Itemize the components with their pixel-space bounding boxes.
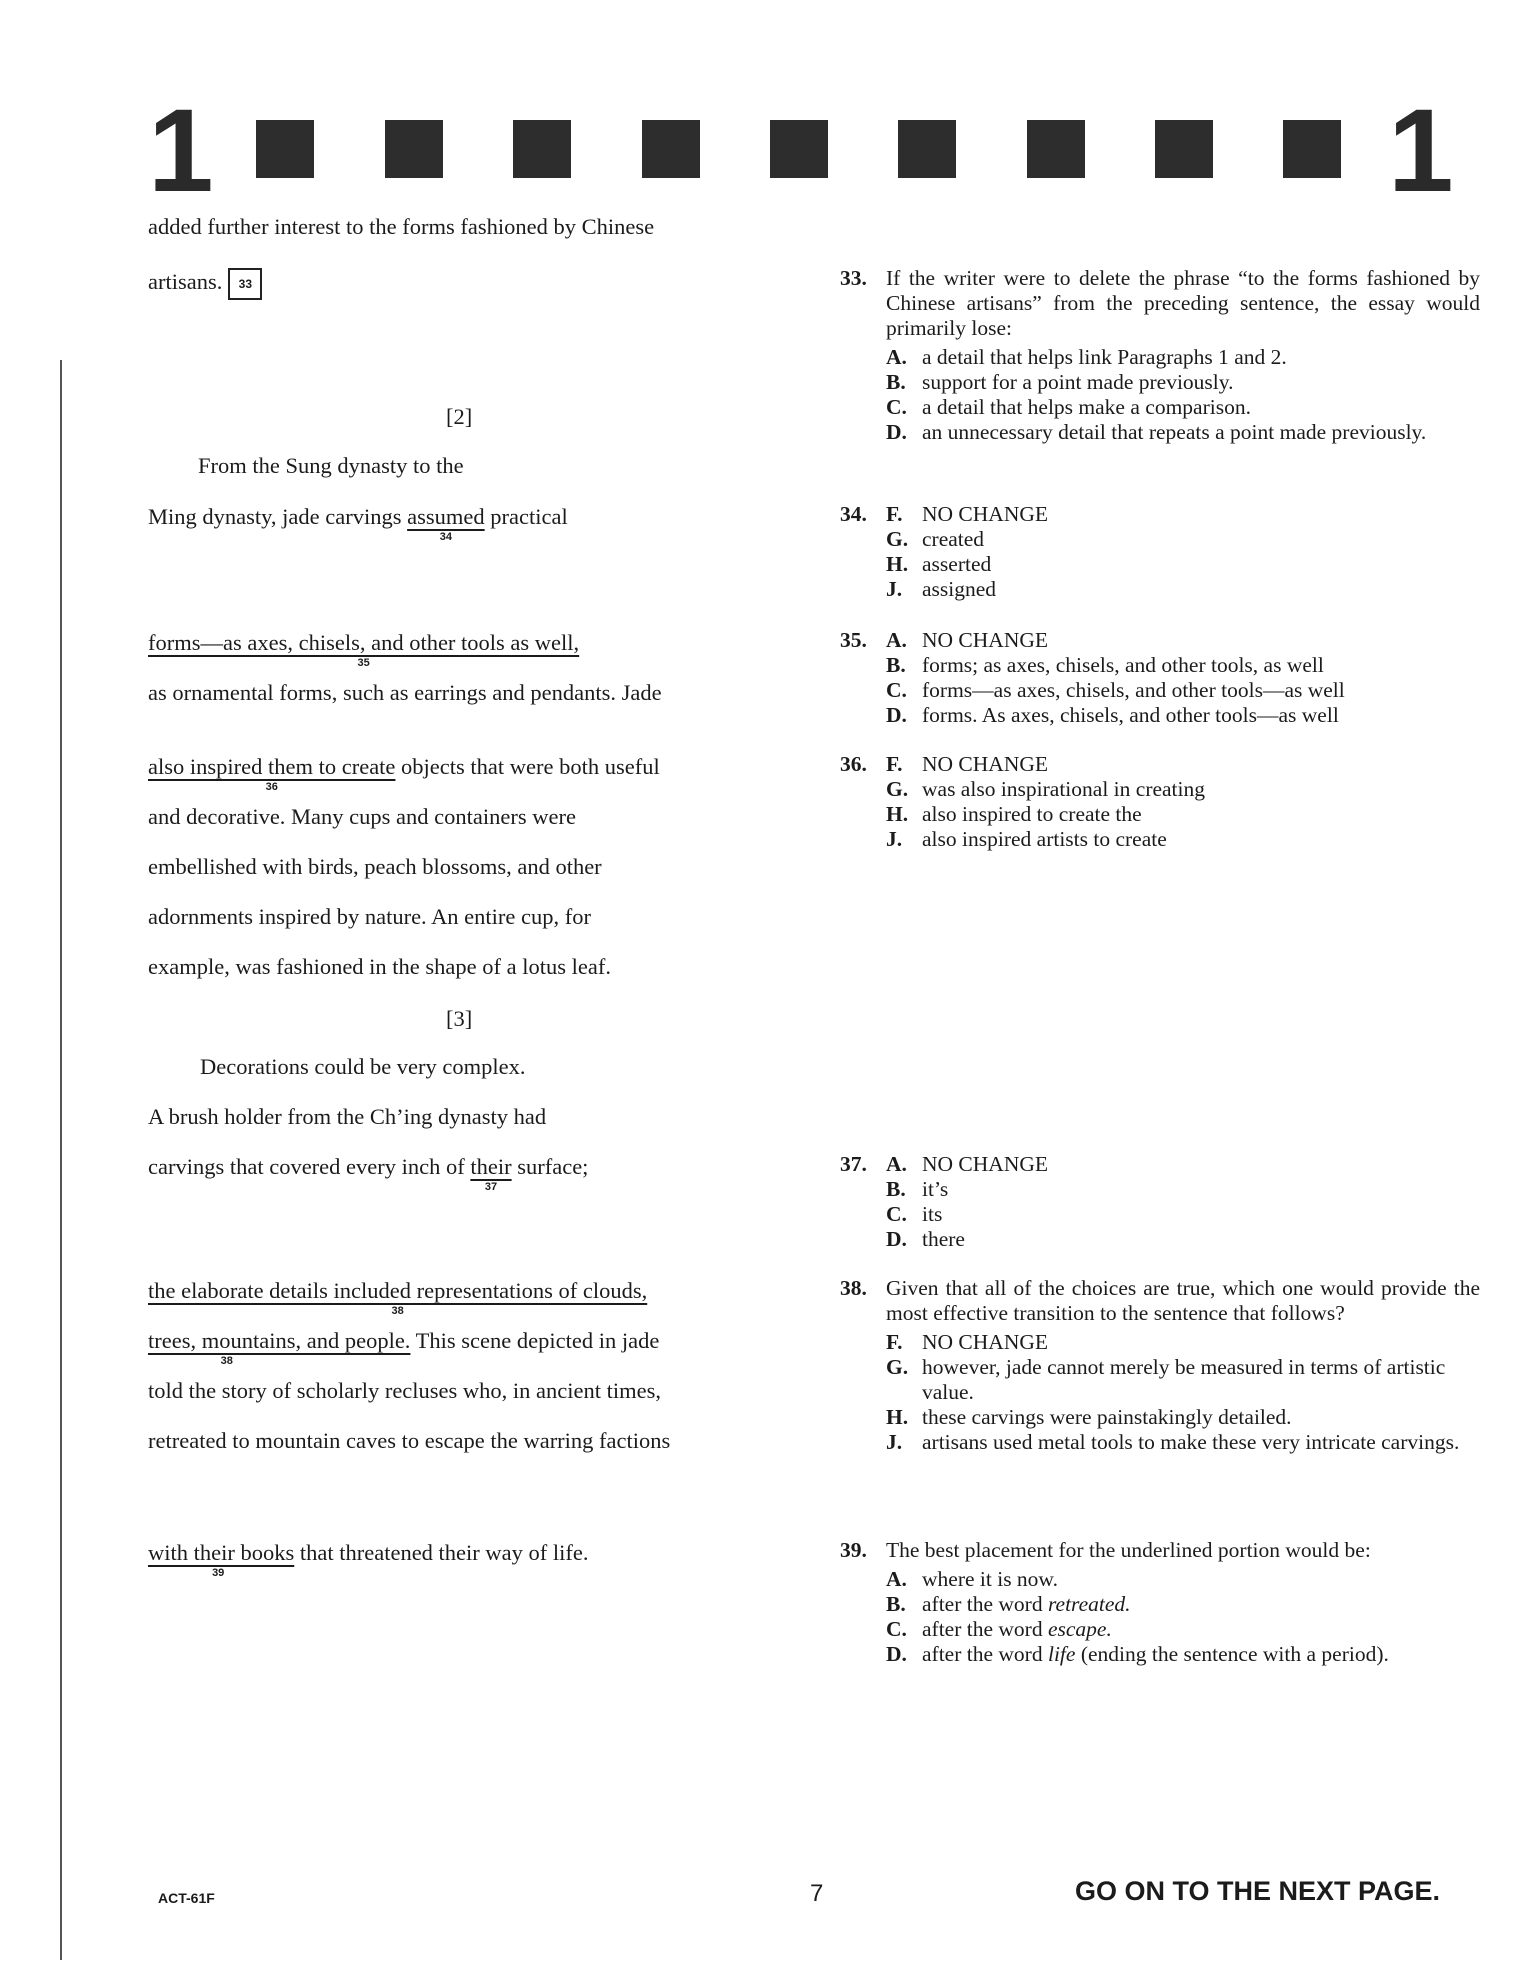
qnum-35: 35 — [357, 657, 370, 669]
margin-rule — [60, 360, 62, 1960]
qnum-36: 36 — [265, 781, 278, 793]
passage-text: Ming dynasty, jade carvings — [148, 504, 408, 529]
next-page-notice: GO ON TO THE NEXT PAGE. — [1075, 1876, 1441, 1906]
passage-line: embellished with birds, peach blossoms, and other — [148, 854, 602, 879]
header-square — [1283, 120, 1341, 178]
question-number: 36. — [840, 752, 867, 776]
header-square — [770, 120, 828, 178]
passage-line: Decorations could be very complex. — [200, 1054, 526, 1079]
header-square — [385, 120, 443, 178]
option-G[interactable]: G. created — [886, 527, 985, 551]
passage-line — [148, 630, 580, 669]
header-square — [1027, 120, 1085, 178]
passage-text: surface; — [511, 1154, 589, 1179]
header-number-right: 1 — [1388, 85, 1454, 217]
option-J[interactable]: J. assigned — [886, 577, 997, 601]
option-H[interactable]: H. asserted — [886, 552, 992, 576]
question-number: 39. — [840, 1538, 867, 1562]
passage-line: example, was fashioned in the shape of a lotus leaf. — [148, 954, 611, 979]
option-A[interactable]: 35. A. NO CHANGE — [840, 628, 1049, 652]
question-text: Given that all of the choices are true, which one would provide the most effective transition to the sentence that follows? — [886, 1276, 1480, 1325]
passage-text: carvings that covered every inch of — [148, 1154, 471, 1179]
underlined-38: the elaborate details included representations of clouds, 38 — [148, 1278, 648, 1317]
option-D[interactable]: D. after the word life (ending the sentence with a period). — [886, 1642, 1389, 1666]
passage-line: added further interest to the forms fashioned by Chinese — [148, 214, 655, 239]
question-34 — [840, 502, 1480, 602]
header-number-left: 1 — [148, 85, 214, 217]
qnum-34: 34 — [439, 531, 452, 543]
passage-text: objects that were both useful — [395, 754, 660, 779]
option-F[interactable]: F. NO CHANGE — [886, 1330, 1049, 1354]
option-B[interactable]: B. forms; as axes, chisels, and other tools, as well — [886, 653, 1324, 677]
option-C[interactable]: C. its — [886, 1202, 943, 1226]
underlined-37: their 37 — [470, 1154, 512, 1193]
question-text: If the writer were to delete the phrase “to the forms fashioned by Chinese artisans” from the preceding sentence, the essay would primarily lose: — [886, 266, 1480, 340]
option-B[interactable]: B. after the word retreated. — [886, 1592, 1131, 1616]
question-number: 34. — [840, 502, 867, 526]
question-box-33: 33 — [228, 268, 262, 300]
option-B[interactable]: B. support for a point made previously. — [886, 370, 1234, 394]
question-33 — [840, 266, 1480, 445]
qnum-37: 37 — [484, 1181, 498, 1193]
option-D[interactable]: D. there — [886, 1227, 965, 1251]
question-number: 37. — [840, 1152, 867, 1176]
header-square — [513, 120, 571, 178]
option-H[interactable]: H. these carvings were painstakingly detailed. — [886, 1405, 1292, 1429]
option-D[interactable]: D. an unnecessary detail that repeats a point made previously. — [886, 420, 1427, 444]
passage-line — [148, 1278, 648, 1317]
question-text: The best placement for the underlined portion would be: — [886, 1538, 1371, 1562]
question-number: 33. — [840, 266, 867, 290]
option-B[interactable]: B. it’s — [886, 1177, 949, 1201]
option-J[interactable]: J. artisans used metal tools to make these very intricate carvings. — [886, 1430, 1460, 1454]
paragraph-label-2: [2] — [446, 404, 473, 429]
underlined-38: trees, mountains, and people. 38 — [148, 1328, 411, 1367]
option-C[interactable]: C. forms—as axes, chisels, and other tools—as well — [886, 678, 1345, 702]
option-A[interactable]: A. where it is now. — [886, 1567, 1058, 1591]
header-square — [642, 120, 700, 178]
header-square — [256, 120, 314, 178]
passage-line — [148, 268, 262, 300]
question-number: 35. — [840, 628, 867, 652]
passage-line: as ornamental forms, such as earrings and pendants. Jade — [148, 680, 662, 705]
option-C[interactable]: C. after the word escape. — [886, 1617, 1112, 1641]
question-38 — [840, 1276, 1480, 1455]
passage-text: practical — [484, 504, 568, 529]
question-36 — [840, 752, 1480, 852]
option-A[interactable]: A. a detail that helps link Paragraphs 1 and 2. — [886, 345, 1287, 369]
passage-text: that threatened their way of life. — [294, 1540, 589, 1565]
option-J[interactable]: J. also inspired artists to create — [886, 827, 1167, 851]
question-39 — [840, 1538, 1480, 1667]
passage-text: This scene depicted in jade — [410, 1328, 660, 1353]
passage-line: retreated to mountain caves to escape the warring factions — [148, 1428, 671, 1453]
passage-text: artisans. — [148, 269, 223, 295]
passage-line — [148, 1328, 660, 1367]
passage-line: told the story of scholarly recluses who, in ancient times, — [148, 1378, 662, 1403]
option-F[interactable]: 36. F. NO CHANGE — [840, 752, 1049, 776]
option-H[interactable]: H. also inspired to create the — [886, 802, 1142, 826]
question-35 — [840, 628, 1480, 728]
question-number: 38. — [840, 1276, 867, 1300]
paragraph-label-3: [3] — [446, 1006, 473, 1031]
form-code: ACT-61F — [158, 1890, 215, 1906]
option-C[interactable]: C. a detail that helps make a comparison. — [886, 395, 1251, 419]
page-number: 7 — [810, 1880, 824, 1907]
option-G[interactable]: G. was also inspirational in creating — [886, 777, 1206, 801]
option-A[interactable]: 37. A. NO CHANGE — [840, 1152, 1049, 1176]
underlined-39: with their books 39 — [148, 1540, 295, 1579]
passage-line — [148, 504, 568, 543]
underlined-35: forms—as axes, chisels, and other tools as well, 35 — [148, 630, 580, 669]
header-square — [1155, 120, 1213, 178]
passage-line: From the Sung dynasty to the — [198, 453, 464, 478]
qnum-39: 39 — [212, 1567, 225, 1579]
qnum-38: 38 — [220, 1355, 233, 1367]
passage-line: A brush holder from the Ch’ing dynasty had — [148, 1104, 547, 1129]
qnum-38: 38 — [391, 1305, 404, 1317]
passage-line — [148, 754, 660, 793]
underlined-36: also inspired them to create 36 — [148, 754, 396, 793]
header-square — [898, 120, 956, 178]
option-G[interactable]: G. however, jade cannot merely be measured in terms of artistic value. — [886, 1355, 1446, 1404]
question-37 — [840, 1152, 1480, 1252]
passage-line — [148, 1540, 589, 1579]
passage-line — [148, 1154, 589, 1193]
passage-line: adornments inspired by nature. An entire cup, for — [148, 904, 592, 929]
underlined-34: assumed 34 — [407, 504, 485, 543]
option-F[interactable]: 34. F. NO CHANGE — [840, 502, 1049, 526]
passage-line: and decorative. Many cups and containers were — [148, 804, 576, 829]
option-D[interactable]: D. forms. As axes, chisels, and other tools—as well — [886, 703, 1339, 727]
